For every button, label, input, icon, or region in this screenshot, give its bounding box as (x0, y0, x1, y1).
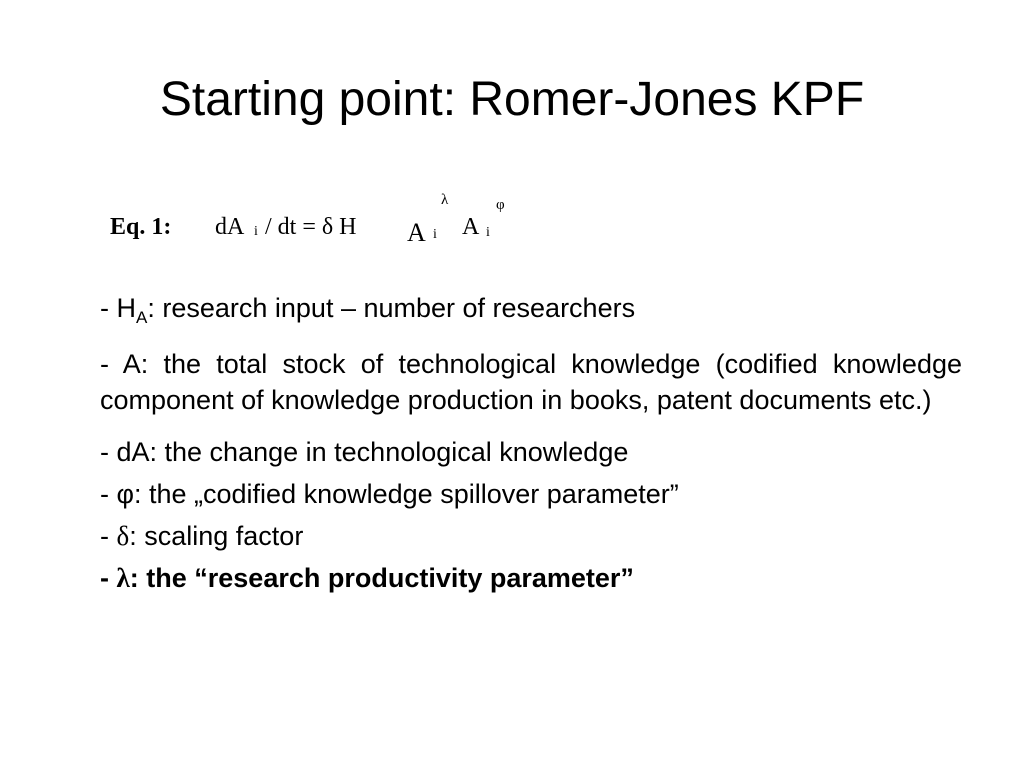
equation-phi-exponent: φ (496, 197, 505, 213)
definition-text: : the “research productivity parameter” (129, 563, 634, 593)
equation-subscript-i: i (254, 224, 258, 239)
definition-text: : research input – number of researchers (147, 293, 636, 323)
definition-prefix: - H (100, 293, 136, 323)
equation-lhs: dA (215, 214, 245, 240)
equation-middle: / dt = δ H (265, 214, 357, 240)
slide-title: Starting point: Romer-Jones KPF (159, 73, 865, 126)
delta-symbol: δ (116, 521, 130, 551)
definition-prefix: - (100, 563, 117, 593)
definitions-list (100, 290, 962, 602)
equation-subscript-i: i (433, 227, 437, 242)
equation-subscript-i: i (486, 225, 490, 240)
equation-1 (0, 0, 1024, 260)
definition-phi: - φ: the „codified knowledge spillover parameter” (100, 479, 679, 509)
definition-a: - A: the total stock of technological knowledge (codified knowledge component of knowledge production in books, patent documents etc.) (100, 349, 962, 415)
lambda-symbol: λ (116, 563, 130, 593)
definition-da: - dA: the change in technological knowledge (100, 437, 629, 467)
definition-ha (100, 290, 962, 336)
definition-lambda (100, 560, 962, 596)
equation-a-term: A (462, 214, 480, 240)
definition-delta (100, 518, 962, 554)
equation-label: Eq. 1: (110, 214, 172, 240)
definition-prefix: - (100, 521, 117, 551)
equation-lambda-exponent: λ (441, 192, 449, 208)
definition-text: : scaling factor (129, 521, 304, 551)
definition-subscript: A (136, 308, 148, 327)
equation-h-subscript: A (407, 218, 426, 247)
